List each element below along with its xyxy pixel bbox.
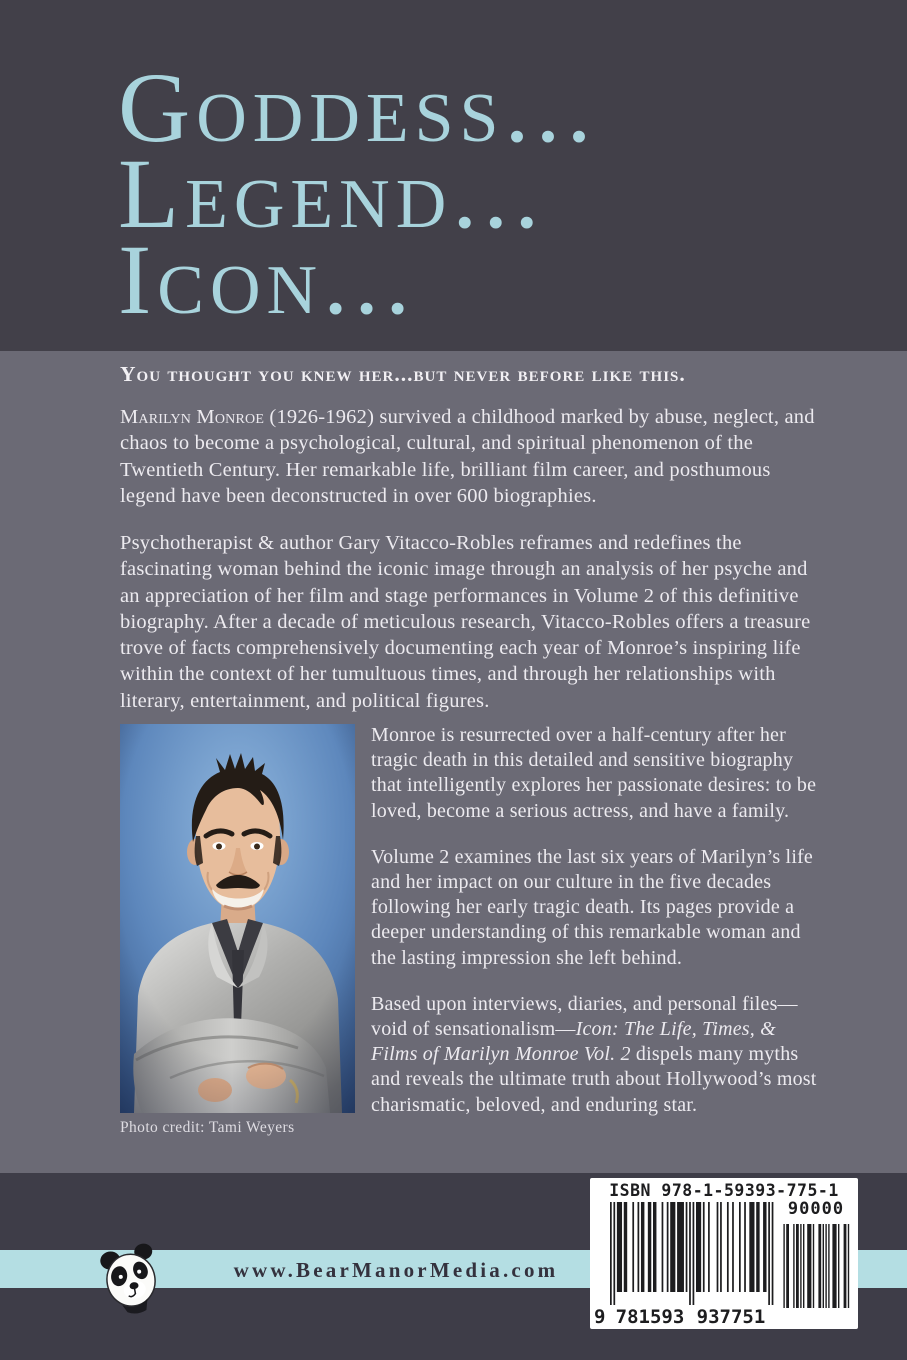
paragraph-intro [120,404,822,509]
paragraph-based-upon [371,992,819,1118]
tagline: You thought you knew her...but never before like this. [120,362,686,386]
publisher-url: www.BearManorMedia.com [233,1258,559,1282]
barcode-addon-bars [782,1224,850,1308]
title-line-icon: Icon... [118,224,417,335]
author-photo [120,724,355,1113]
title-line-legend: Legend... [118,138,546,249]
isbn-label: ISBN 978-1-59393-775-1 [609,1181,839,1200]
barcode-addon-code: 90000 [787,1199,845,1219]
photo-credit: Photo credit: Tami Weyers [120,1119,295,1136]
paragraph-author: Psychotherapist & author Gary Vitacco-Robles reframes and redefines the fascinating woman behind the iconic image through an analysis of her psyche and an appreciation of her film and stage performances in Volume 2 of this definitive biography. After a decade of meticulous research, Vitacco-Robles offers a treasure trove of facts comprehensively documenting each year of Monroe’s inspiring life within the context of her tumultuous times, and through her relationships with literary, entertainment, and political figures. [120,532,811,712]
barcode-digit-group2: 937751 [696,1306,766,1326]
barcode-main-bars [594,1202,776,1326]
barcode [590,1178,858,1329]
author-photo-block [120,724,355,1137]
body-section [0,351,907,1173]
book-title-italic: Icon: The Life, Times, & Films of Marilyn Monroe Vol. 2 [371,1018,776,1066]
paragraph-resurrected: Monroe is resurrected over a half-century after her tragic death in this detailed and sensitive biography that intelligently explores her passionate desires: to be loved, become a serious actress, and have a family. [371,724,817,822]
barcode-digit-group1: 781593 [615,1306,685,1326]
top-section [0,0,907,351]
right-column [371,723,819,1118]
page-title [118,52,598,335]
barcode-digit-left: 9 [594,1306,606,1326]
paragraph-intro-text: (1926-1962) survived a childhood marked by abuse, neglect, and chaos to become a psychological, cultural, and spiritual phenomenon of the Twentieth Century. Her remarkable life, brilliant film career, and posthumous legend have been deconstructed in over 600 biographies. [120,406,815,507]
paragraph-based-upon-end: dispels many myths and reveals the ultimate truth about Hollywood’s most charismatic, beloved, and enduring star. [371,1043,817,1116]
paragraph-based-upon-start: Based upon interviews, diaries, and personal files—void of sensationalism— [371,992,798,1041]
paragraph-volume2: Volume 2 examines the last six years of Marilyn’s life and her impact on our culture in the five decades following her early tragic death. Its pages provide a deeper understanding of this remarkable woman and the lasting impression she left behind. [371,845,814,969]
panda-icon [100,1243,164,1317]
marilyn-monroe-lead: Marilyn Monroe [120,406,265,428]
title-line-goddess: Goddess... [118,52,598,163]
